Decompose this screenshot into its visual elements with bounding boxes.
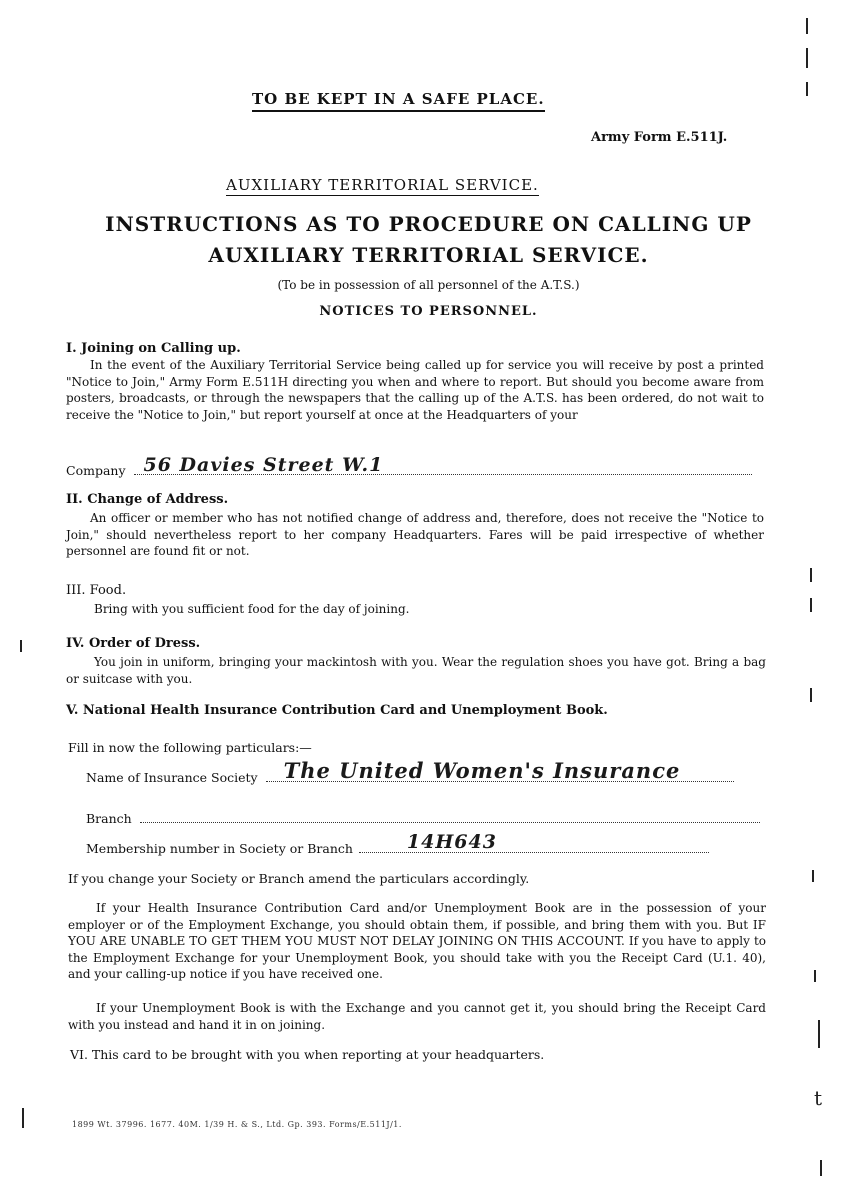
change-note: If you change your Society or Branch amend the particulars accordingly. — [68, 871, 530, 886]
section-1-heading: I. Joining on Calling up. — [66, 341, 241, 356]
society-field[interactable] — [266, 758, 734, 783]
margin-mark — [22, 1108, 24, 1128]
company-row — [66, 454, 752, 478]
margin-mark — [806, 18, 808, 34]
branch-field[interactable] — [140, 808, 760, 823]
margin-mark — [820, 1160, 822, 1176]
society-row — [86, 758, 734, 785]
margin-mark — [812, 870, 814, 882]
safe-place-heading: TO BE KEPT IN A SAFE PLACE. — [252, 90, 545, 112]
fill-intro: Fill in now the following particulars:— — [68, 740, 312, 755]
society-label: Name of Insurance Society — [86, 770, 258, 785]
margin-mark — [20, 640, 22, 652]
company-handwritten: 56 Davies Street W.1 — [143, 454, 384, 476]
margin-letter: t — [814, 1086, 823, 1110]
membership-field[interactable] — [359, 831, 709, 853]
society-handwritten: The United Women's Insurance — [283, 758, 681, 783]
branch-row — [86, 808, 760, 826]
membership-row — [86, 831, 709, 856]
membership-handwritten: 14H643 — [406, 831, 497, 853]
section-5-heading: V. National Health Insurance Contribution Card and Unemployment Book. — [66, 703, 608, 718]
margin-mark — [810, 598, 812, 612]
title-line-2: AUXILIARY TERRITORIAL SERVICE. — [208, 243, 649, 267]
margin-mark — [810, 568, 812, 582]
membership-label: Membership number in Society or Branch — [86, 841, 353, 856]
margin-mark — [806, 48, 808, 68]
margin-mark — [810, 688, 812, 702]
section-2-heading: II. Change of Address. — [66, 492, 229, 507]
margin-mark — [814, 970, 816, 982]
section-5-para-2: If your Unemployment Book is with the Exchange and you cannot get it, you should bring the Receipt Card with you instead and hand it in on joining. — [68, 1001, 766, 1032]
branch-label: Branch — [86, 811, 132, 826]
section-4-body: You join in uniform, bringing your mackintosh with you. Wear the regulation shoes you have got. Bring a bag or suitcase with you. — [66, 655, 766, 686]
section-3-heading: III. Food. — [66, 583, 127, 598]
margin-mark — [806, 82, 808, 96]
printer-imprint: 1899 Wt. 37996. 1677. 40M. 1/39 H. & S., Ltd. Gp. 393. Forms/E.511J/1. — [72, 1120, 402, 1129]
company-field[interactable] — [134, 454, 752, 476]
section-2-body: An officer or member who has not notified change of address and, therefore, does not receive the "Notice to Join," should nevertheless report to her company Headquarters. Fares will be paid irrespective of whether personnel are found fit or not. — [66, 511, 764, 558]
form-number: Army Form E.511J. — [591, 130, 728, 145]
margin-mark — [818, 1020, 820, 1048]
company-label: Company — [66, 463, 126, 478]
service-heading: AUXILIARY TERRITORIAL SERVICE. — [226, 176, 539, 194]
possession-note: (To be in possession of all personnel of the A.T.S.) — [277, 278, 580, 292]
title-line-1: INSTRUCTIONS AS TO PROCEDURE ON CALLING UP — [105, 212, 752, 236]
notices-heading: NOTICES TO PERSONNEL. — [319, 304, 538, 319]
section-1-body: In the event of the Auxiliary Territorial Service being called up for service you will receive by post a printed "Notice to Join," Army Form E.511H directing you when and where to report. But should you become aware from posters, broadcasts, or through the newspapers that the calling up of the A.T.S. has been ordered, do not wait to receive the "Notice to Join," but report yourself at once at the Headquarters of your — [66, 358, 764, 422]
section-4-heading: IV. Order of Dress. — [66, 636, 201, 651]
section-5-para-1: If your Health Insurance Contribution Card and/or Unemployment Book are in the possession of your employer or of the Employment Exchange, you should obtain them, if possible, and bring them with you. But IF YOU ARE UNABLE TO GET THEM YOU MUST NOT DELAY JOINING ON THIS ACCOUNT. If you have to apply to the Employment Exchange for your Unemployment Book, you should take with you the Receipt Card (U.1. 40), and your calling-up notice if you have received one. — [68, 901, 766, 981]
section-3-body: Bring with you sufficient food for the day of joining. — [94, 602, 410, 616]
section-6-heading: VI. This card to be brought with you when reporting at your headquarters. — [70, 1047, 545, 1062]
